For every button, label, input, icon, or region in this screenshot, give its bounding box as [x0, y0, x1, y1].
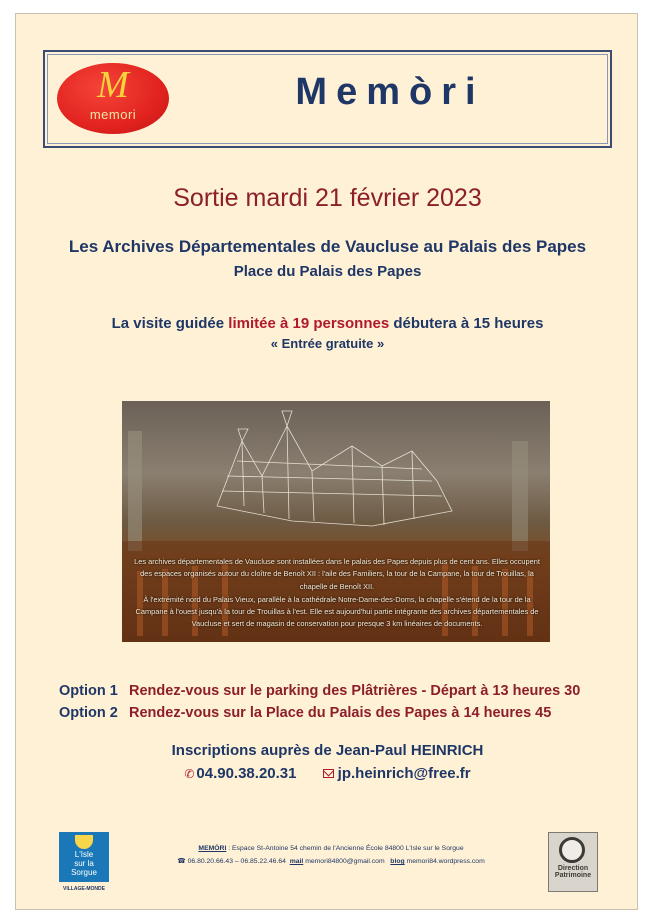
contact-phone: 04.90.38.20.31 [196, 765, 297, 782]
town-name-line: sur la [74, 859, 94, 868]
contact-email[interactable]: jp.heinrich@free.fr [337, 765, 471, 782]
patrimoine-name [551, 865, 595, 879]
footer-org: MEMÒRI [198, 845, 227, 852]
registration-contact: Inscriptions auprès de Jean-Paul HEINRICH [171, 742, 484, 759]
logo-monogram: M [97, 64, 129, 106]
footer-mail[interactable]: memori84800@gmail.com [305, 858, 385, 865]
patrimoine-name-line: Direction [557, 865, 589, 872]
town-name-line: Sorgue [71, 868, 97, 877]
town-name-line: L'Isle [74, 850, 94, 859]
option-text: Rendez-vous sur le parking des Plâtrières - Départ à 13 heures 30 [129, 683, 581, 699]
option-1 [59, 683, 580, 699]
visit-limit-highlight: limitée à 19 personnes [228, 315, 390, 332]
phone-icon: ☎ [177, 858, 188, 865]
photo-caption [134, 556, 540, 632]
free-entry-note: « Entrée gratuite » [270, 336, 385, 351]
option-label: Option 1 [59, 683, 118, 699]
palace-archives-photo [122, 401, 550, 642]
visit-info-start: La visite guidée [111, 315, 229, 332]
outing-date-title: Sortie mardi 21 février 2023 [173, 184, 482, 212]
phone-icon: ✆ [184, 767, 195, 781]
photo-caption-paragraph: À l'extrémité nord du Palais Vieux, parallèle à la cathédrale Notre-Dame-des-Doms, la chapelle s'étend de la tour de la Campane à l'ouest jusqu'à la tour de Trouillas à l'est. Elle est aujourd'hui partie intégrante des archives départementales de Vaucluse et sert de magasin de conservation pour presque 3 km linéaires de documents. [135, 594, 539, 629]
email-icon [323, 769, 334, 778]
direction-patrimoine-logo [548, 832, 598, 892]
town-flag [59, 832, 109, 882]
event-subject: Les Archives Départementales de Vaucluse au Palais des Papes [68, 237, 587, 256]
option-2 [59, 705, 551, 721]
memori-logo [57, 63, 169, 134]
patrimoine-emblem-icon [559, 837, 585, 863]
visit-info-end: débutera à 15 heures [389, 315, 544, 332]
footer-blog[interactable]: memori84.wordpress.com [406, 858, 485, 865]
footer-blog-label: blog [390, 858, 405, 865]
town-tagline: VILLAGE-MONDE [63, 886, 105, 892]
shield-icon [75, 835, 93, 849]
footer-phones: 06.80.20.66.43 – 06.85.22.46.64 [187, 858, 286, 865]
brand-title: Memòri [295, 71, 485, 113]
contact-details [16, 765, 639, 782]
photo-caption-paragraph: Les archives départementales de Vaucluse sont installées dans le palais des Papes depuis plus de cent ans. Elles occupent des espaces organisés autour du cloître de Benoît XII : l'aile des Familiers, la tour de la Campane, la tour de Trouillas, la chapelle de Benoît XII. [134, 557, 540, 591]
header-box [43, 50, 612, 148]
option-label: Option 2 [59, 705, 118, 721]
option-text: Rendez-vous sur la Place du Palais des Papes à 14 heures 45 [129, 705, 552, 721]
footer-address-line [141, 842, 521, 855]
footer-info [141, 842, 521, 868]
visit-info [16, 315, 639, 332]
patrimoine-name-line: Patrimoine [554, 872, 592, 879]
town-name [61, 850, 107, 877]
logo-wordmark: memori [89, 107, 137, 122]
event-place: Place du Palais des Papes [233, 263, 422, 280]
flyer-page [15, 13, 638, 910]
footer-address: : Espace St-Antoine 54 chemin de l'Ancienne École 84800 L'Isle sur le Sorgue [226, 845, 464, 852]
footer-contact-line [141, 855, 521, 868]
footer-mail-label: mail [289, 858, 304, 865]
isle-sur-la-sorgue-logo [56, 832, 112, 896]
